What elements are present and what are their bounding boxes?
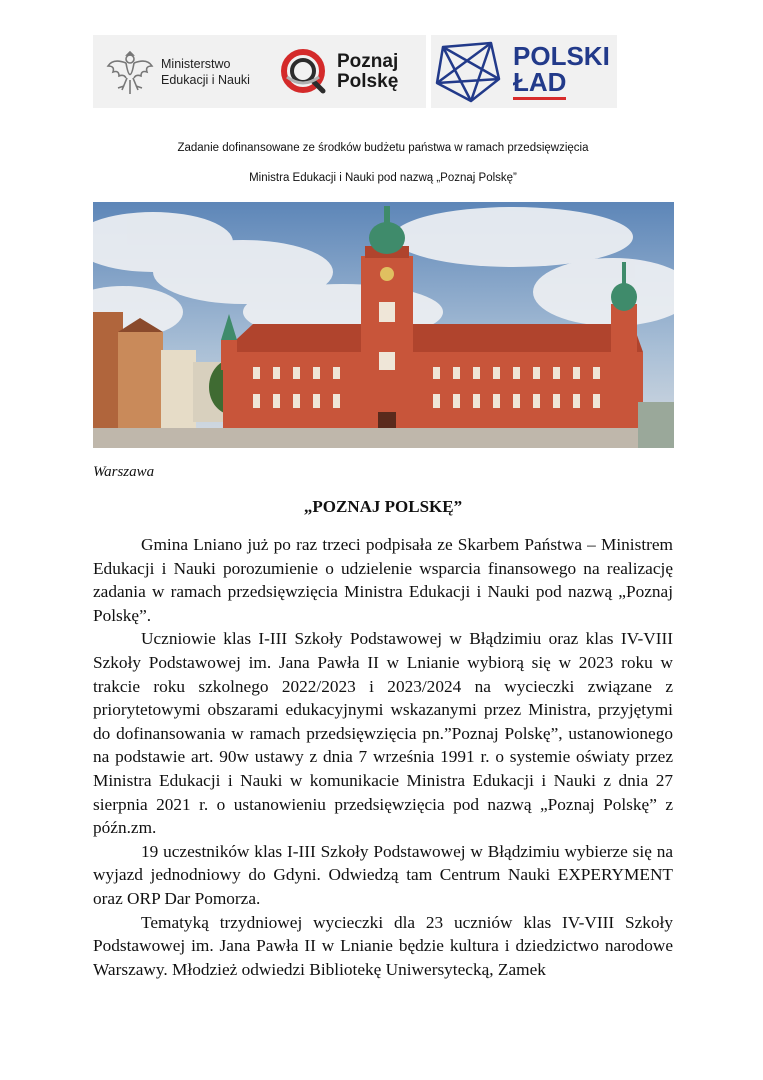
- polske-text: Polskę: [337, 70, 399, 92]
- polski-text: POLSKI: [513, 41, 610, 71]
- funding-statement-line2: Ministra Edukacji i Nauki pod nazwą „Poznaj Polskę”: [249, 172, 517, 184]
- poznaj-text: Poznaj: [337, 50, 399, 72]
- ministry-name-line1: Ministerstwo: [161, 56, 231, 71]
- funding-statement-line1: Zadanie dofinansowane ze środków budżetu państwa w ramach przedsięwzięcia: [177, 142, 589, 154]
- paragraph: Uczniowie klas I-III Szkoły Podstawowej w Błądzimiu oraz klas IV-VIII Szkoły Podstawowej im. Jana Pawła II w Lnianie wybiorą się w 2023 roku w trakcie roku szkolnego 2022/2023 i 2023/2024 na wycieczki związane z priorytetowymi obszarami edukacyjnymi wskazanymi przez Ministra, przyjętymi do dofinansowania w ramach przedsięwzięcia pn.”Poznaj Polskę”, ustanowionego na podstawie art. 90w ustawy z dnia 7 września 1991 r. o systemie oświaty przez Ministra Edukacji i Nauki w komunikacie Ministra Edukacji i Nauki z dnia 27 sierpnia 2021 r. o ustanowieniu przedsięwzięcia pod nazwą „Poznaj Polskę” z późn.zm.: [93, 629, 673, 838]
- paragraph: Gmina Lniano już po raz trzeci podpisała ze Skarbem Państwa – Ministrem Edukacji i Nauki porozumienie o udzielenie wsparcia finansowego na realizację zadania w ramach przedsięwzięcia Ministra Edukacji i Nauki pod nazwą „Poznaj Polskę”.: [93, 535, 673, 625]
- ministry-logo: [105, 46, 265, 98]
- eagle-icon: [105, 46, 155, 98]
- lad-text: ŁAD: [513, 69, 566, 100]
- ministry-name-line2: Edukacji i Nauki: [161, 72, 250, 87]
- paragraph: Tematyką trzydniowej wycieczki dla 23 uczniów klas IV-VIII Szkoły Podstawowej im. Jana Pawła II w Lnianie będzie kultura i dziedzictwo narodowe Warszawy. Młodzież odwiedzi Bibliotekę Uniwersytecką, Zamek: [93, 912, 673, 979]
- photo-caption: Warszawa: [93, 464, 155, 480]
- poznaj-polske-logo: [279, 47, 398, 97]
- paragraph: 19 uczestników klas I-III Szkoły Podstawowej w Błądzimiu wybierze się na wyjazd jednodniowy do Gdyni. Odwiedzą tam Centrum Nauki EXPERYMENT oraz ORP Dar Pomorza.: [93, 841, 673, 908]
- polski-lad-icon: [433, 39, 501, 105]
- polski-lad-logo: [431, 35, 617, 108]
- partner-logos: [93, 35, 426, 108]
- document-body: [93, 533, 673, 981]
- document-title: „POZNAJ POLSKĘ”: [303, 497, 463, 516]
- poznaj-polske-logo-mark: [279, 47, 329, 97]
- royal-castle-photo: [93, 202, 674, 448]
